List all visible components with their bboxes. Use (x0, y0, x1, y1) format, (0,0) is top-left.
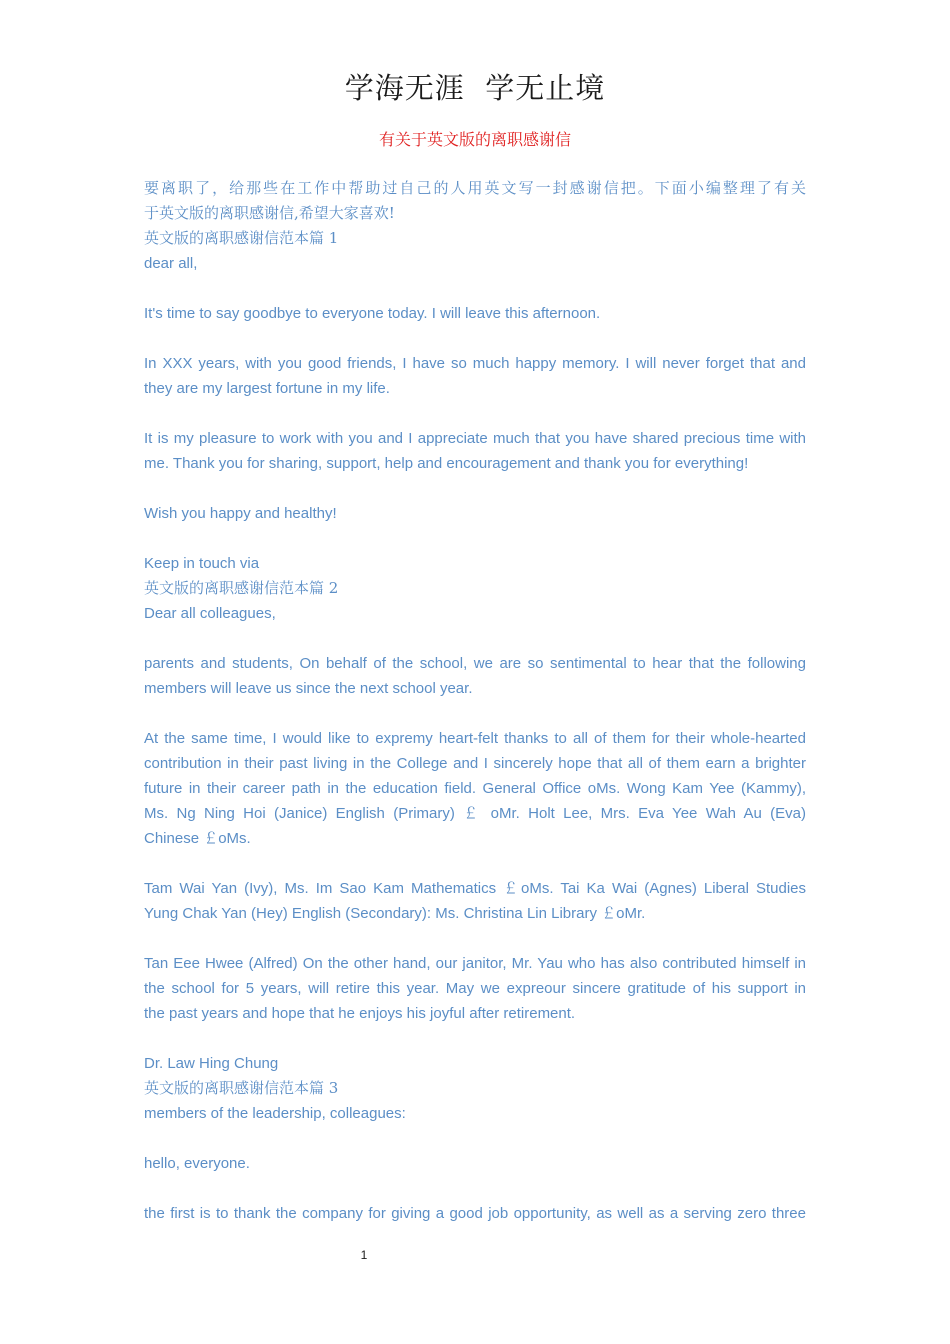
body-line: Dr. Law Hing Chung (144, 1055, 279, 1072)
blank-line (144, 626, 806, 651)
body-line: Dear all colleagues, (144, 605, 276, 622)
body-line: the school for 5 years, will retire this year. May we expreour sincere gratitude of his support in (144, 980, 806, 997)
body-line: 于英文版的离职感谢信,希望大家喜欢! (144, 204, 395, 222)
body-line: hello, everyone. (144, 1155, 250, 1172)
document-title: 有关于英文版的离职感谢信 (378, 130, 571, 149)
body-line: contribution in their past living in the College and I sincerely hope that all of them earn a brighter (144, 755, 806, 772)
blank-line (144, 476, 806, 501)
body-line: It is my pleasure to work with you and I appreciate much that you have shared precious time with (144, 430, 806, 447)
body-line: members will leave us since the next school year. (144, 680, 473, 697)
body-line: the first is to thank the company for giving a good job opportunity, as well as a serving zero three (144, 1205, 806, 1222)
body-line: At the same time, I would like to expremy heart-felt thanks to all of them for their whole-hearted (144, 730, 806, 747)
body-line: Yung Chak Yan (Hey) English (Secondary): Ms. Christina Lin Library ￡oMr. (144, 905, 646, 922)
body-line: Ms. Ng Ning Hoi (Janice) English (Primary) ￡ oMr. Holt Lee, Mrs. Eva Yee Wah Au (Eva) (144, 805, 806, 822)
blank-line (144, 276, 806, 301)
blank-line (144, 851, 806, 876)
blank-line (144, 1176, 806, 1201)
body-line: It's time to say goodbye to everyone today. I will leave this afternoon. (144, 305, 601, 322)
body-line: members of the leadership, colleagues: (144, 1105, 406, 1122)
blank-line (144, 1126, 806, 1151)
blank-line (144, 926, 806, 951)
blank-line (144, 701, 806, 726)
body-line: Chinese ￡oMs. (144, 830, 251, 847)
body-line: Keep in touch via (144, 555, 260, 572)
body-line: dear all, (144, 255, 198, 272)
body-line: 英文版的离职感谢信范本篇 2 (144, 579, 339, 597)
body-line: 英文版的离职感谢信范本篇 3 (144, 1079, 339, 1097)
body-line: Tan Eee Hwee (Alfred) On the other hand, our janitor, Mr. Yau who has also contributed himself in (144, 955, 806, 972)
body-line: they are my largest fortune in my life. (144, 380, 390, 397)
page-number: 1 (360, 1248, 368, 1262)
blank-line (144, 526, 806, 551)
body-line: the past years and hope that he enjoys his joyful after retirement. (144, 1005, 576, 1022)
blank-line (144, 401, 806, 426)
body-line: In XXX years, with you good friends, I have so much happy memory. I will never forget that and (144, 355, 806, 372)
body-line: parents and students, On behalf of the school, we are so sentimental to hear that the following (144, 655, 806, 672)
body-line: Wish you happy and healthy! (144, 505, 337, 522)
body-line: 要离职了，给那些在工作中帮助过自己的人用英文写一封感谢信把。下面小编整理了有关 (144, 179, 806, 197)
body-line: me. Thank you for sharing, support, help and encouragement and thank you for everything! (144, 455, 749, 472)
header-motto: 学海无涯 学无止境 (344, 71, 606, 105)
document-body (144, 176, 806, 1226)
body-line: future in their career path in the education field. General Office oMs. Wong Kam Yee (Kammy), (144, 780, 806, 797)
body-line: 英文版的离职感谢信范本篇 1 (144, 229, 339, 247)
blank-line (144, 1026, 806, 1051)
body-line: Tam Wai Yan (Ivy), Ms. Im Sao Kam Mathematics ￡oMs. Tai Ka Wai (Agnes) Liberal Studies (144, 880, 806, 897)
blank-line (144, 326, 806, 351)
